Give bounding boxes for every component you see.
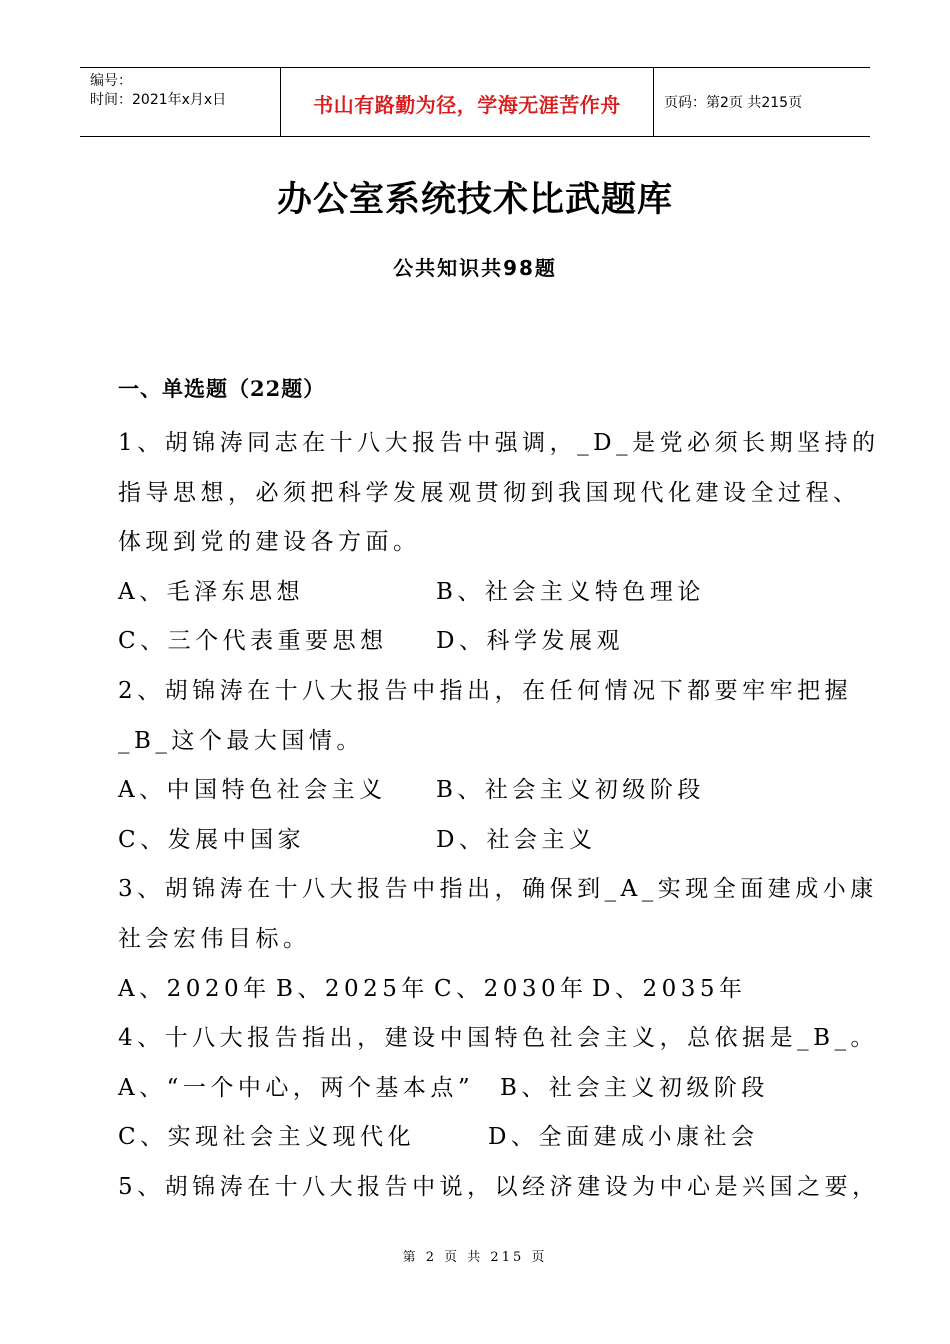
question-3-options: [118, 965, 848, 1015]
option-a: A、2020年: [118, 975, 271, 1002]
option-d: D、全面建成小康社会: [488, 1124, 759, 1151]
question-2-line-1: 2、胡锦涛在十八大报告中指出，在任何情况下都要牢牢把握: [118, 677, 853, 704]
option-b: B、社会主义初级阶段: [436, 777, 705, 804]
option-a: A、毛泽东思想: [118, 578, 305, 605]
number-label: 编号：: [90, 73, 132, 89]
option-a: A、中国特色社会主义: [118, 777, 387, 804]
question-3-line-2: 社会宏伟目标。: [118, 925, 311, 952]
question-2-line-2: _B_这个最大国情。: [118, 727, 364, 754]
option-d: D、2035年: [592, 975, 747, 1002]
option-c: C、实现社会主义现代化: [118, 1124, 416, 1151]
question-1-options-ab: [118, 568, 848, 618]
option-b: B、社会主义初级阶段: [500, 1074, 769, 1101]
option-c: C、三个代表重要思想: [118, 628, 388, 655]
section-heading: 一、单选题（22题）: [118, 376, 326, 401]
document-subtitle: 公共知识共98题: [393, 256, 557, 280]
header-page-info: 页码：第2页 共215页: [664, 95, 803, 111]
question-2-options-ab: [118, 766, 848, 816]
option-d: D、科学发展观: [436, 628, 624, 655]
option-c: C、2030年: [434, 975, 588, 1002]
question-4-options-ab: [118, 1064, 848, 1114]
question-1-options-cd: [118, 617, 848, 667]
question-list: [118, 419, 880, 1213]
header-motto: 书山有路勤为径，学海无涯苦作舟: [281, 68, 654, 136]
option-c: C、发展中国家: [118, 826, 306, 853]
time-label: 时间：2021年x月x日: [90, 92, 227, 108]
document-title: 办公室系统技术比武题库: [276, 180, 673, 220]
question-5-line-1: 5、胡锦涛在十八大报告中说，以经济建设为中心是兴国之要，: [118, 1173, 880, 1200]
question-3-line-1: 3、胡锦涛在十八大报告中指出，确保到_A_实现全面建成小康: [118, 876, 878, 903]
page-footer: 第 2 页 共 215 页: [402, 1250, 548, 1265]
question-4-line-1: 4、十八大报告指出，建设中国特色社会主义，总依据是_B_。: [118, 1025, 879, 1052]
option-a: A、“一个中心，两个基本点”: [118, 1074, 475, 1101]
option-d: D、社会主义: [436, 826, 597, 853]
option-b: B、2025年: [276, 975, 429, 1002]
question-1-line-3: 体现到党的建设各方面。: [118, 529, 421, 556]
question-2-options-cd: [118, 816, 848, 866]
question-1-line-1: 1、胡锦涛同志在十八大报告中强调，_D_是党必须长期坚持的: [118, 430, 880, 456]
question-1-line-2: 指导思想，必须把科学发展观贯彻到我国现代化建设全过程、: [118, 479, 861, 506]
option-b: B、社会主义特色理论: [436, 578, 705, 605]
header-meta: [80, 68, 281, 136]
page-header: [80, 67, 870, 137]
question-4-options-cd: [118, 1113, 848, 1163]
